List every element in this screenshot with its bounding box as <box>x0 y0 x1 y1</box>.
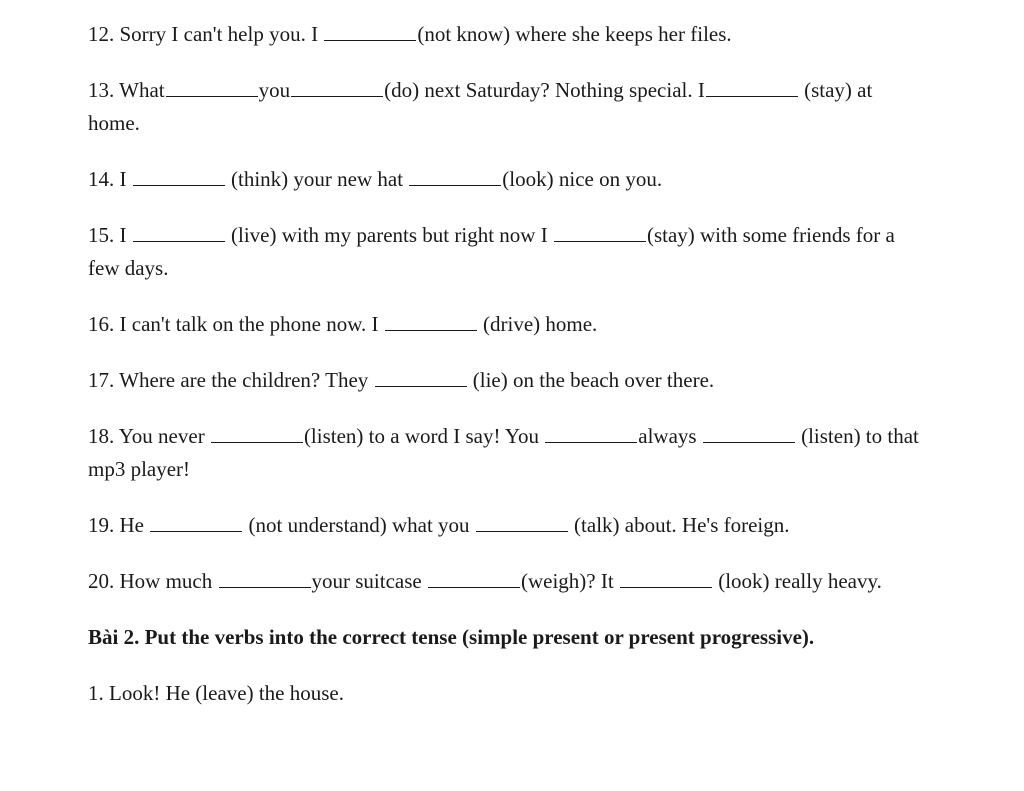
exercise-15 <box>88 219 920 285</box>
worksheet <box>88 18 920 710</box>
exercise-text: (think) your new hat <box>231 167 404 191</box>
exercise-text: (listen) to that mp3 player! <box>88 424 919 481</box>
answer-blank[interactable] <box>150 514 242 532</box>
exercise-text: always <box>638 424 697 448</box>
answer-blank[interactable] <box>166 79 258 97</box>
exercise-text: (not know) where she keeps her files. <box>417 22 732 46</box>
exercise-text: (listen) to a word I say! You <box>303 424 539 448</box>
answer-blank[interactable] <box>211 425 303 443</box>
exercise-text: your suitcase <box>311 569 422 593</box>
exercise-number: 16. <box>88 312 115 336</box>
answer-blank[interactable] <box>476 514 568 532</box>
exercise-2-1 <box>88 677 920 710</box>
exercise-17 <box>88 364 920 397</box>
answer-blank[interactable] <box>703 425 795 443</box>
answer-blank[interactable] <box>219 570 311 588</box>
exercise-number: 14. <box>88 167 115 191</box>
exercise-18 <box>88 420 920 486</box>
exercise-number: 15. <box>88 223 115 247</box>
exercise-text: (talk) about. He's foreign. <box>574 513 790 537</box>
exercise-text: Sorry I can't help you. I <box>119 22 319 46</box>
answer-blank[interactable] <box>409 168 501 186</box>
exercise-number: 12. <box>88 22 115 46</box>
exercise-text: You never <box>118 424 205 448</box>
exercise-text: I <box>119 167 127 191</box>
exercise-text: (not understand) what you <box>248 513 470 537</box>
section-heading: Bài 2. Put the verbs into the correct tense (simple present or present progressive). <box>88 625 815 649</box>
exercise-text: Where are the children? They <box>119 368 369 392</box>
answer-blank[interactable] <box>324 23 416 41</box>
answer-blank[interactable] <box>706 79 798 97</box>
exercise-text: you <box>258 78 291 102</box>
answer-blank[interactable] <box>133 168 225 186</box>
exercise-number: 18. <box>88 424 115 448</box>
exercise-number: 19. <box>88 513 115 537</box>
exercise-12 <box>88 18 920 51</box>
exercise-text: I can't talk on the phone now. I <box>119 312 379 336</box>
exercise-text: (stay) with some friends for a few days. <box>88 223 895 280</box>
exercise-text: I <box>119 223 127 247</box>
exercise-number: 20. <box>88 569 115 593</box>
exercise-16 <box>88 308 920 341</box>
answer-blank[interactable] <box>133 224 225 242</box>
answer-blank[interactable] <box>375 369 467 387</box>
exercise-text: (stay) at home. <box>88 78 873 135</box>
exercise-number: 17. <box>88 368 115 392</box>
exercise-text: (lie) on the beach over there. <box>472 368 715 392</box>
exercise-text: What <box>119 78 165 102</box>
exercise-14 <box>88 163 920 196</box>
exercise-text: (do) next Saturday? Nothing special. I <box>384 78 705 102</box>
exercise-number: 1. <box>88 681 104 705</box>
exercise-19 <box>88 509 920 542</box>
answer-blank[interactable] <box>385 313 477 331</box>
exercise-text: How much <box>119 569 213 593</box>
exercise-text: (look) nice on you. <box>502 167 663 191</box>
exercise-text: (weigh)? It <box>520 569 614 593</box>
exercise-text: (drive) home. <box>483 312 598 336</box>
exercise-13 <box>88 74 920 140</box>
exercise-number: 13. <box>88 78 115 102</box>
answer-blank[interactable] <box>545 425 637 443</box>
exercise-20 <box>88 565 920 598</box>
exercise-text: (live) with my parents but right now I <box>231 223 548 247</box>
exercise-text: (look) really heavy. <box>718 569 882 593</box>
exercise-text: He <box>119 513 144 537</box>
answer-blank[interactable] <box>291 79 383 97</box>
answer-blank[interactable] <box>620 570 712 588</box>
answer-blank[interactable] <box>554 224 646 242</box>
answer-blank[interactable] <box>428 570 520 588</box>
exercise-text: Look! He (leave) the house. <box>109 681 344 705</box>
